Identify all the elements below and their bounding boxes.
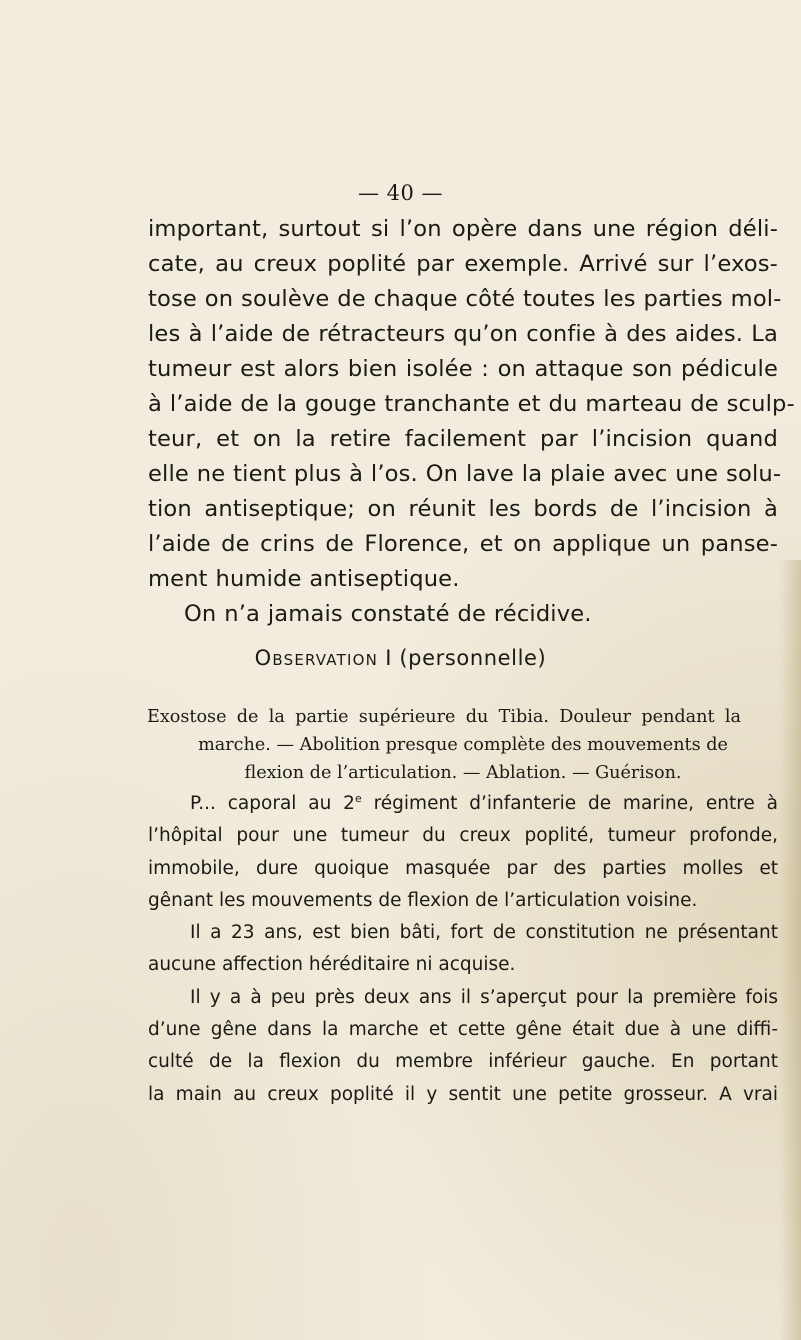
- case-line: immobile, dure quoique masquée par des parties molles et: [148, 857, 778, 879]
- closing-sentence: On n’a jamais constaté de récidive.: [184, 601, 592, 627]
- text-line: teur, et on la retire facilement par l’incision quand: [148, 426, 778, 452]
- observation-summary: [147, 703, 741, 787]
- summary-line: flexion de l’articulation. — Ablation. — Guérison.: [244, 763, 682, 783]
- case-line: l’hôpital pour une tumeur du creux poplité, tumeur profonde,: [148, 825, 778, 847]
- case-line: P... caporal au 2e régiment d’infanterie de marine, entre à: [190, 792, 778, 814]
- observation-label: Observation: [254, 646, 379, 670]
- summary-line: marche. — Abolition presque complète des mouvements de: [198, 735, 728, 755]
- case-line: culté de la flexion du membre inférieur gauche. En portant: [148, 1051, 778, 1073]
- case-line: aucune affection héréditaire ni acquise.: [148, 954, 516, 976]
- text-line: tion antiseptique; on réunit les bords de l’incision à: [148, 496, 778, 522]
- observation-number: I (personnelle): [378, 646, 547, 670]
- case-line: la main au creux poplité il y sentit une petite grosseur. A vrai: [148, 1083, 778, 1105]
- summary-line: Exostose de la partie supérieure du Tibia. Douleur pendant la: [147, 707, 741, 727]
- body-paragraph: [148, 212, 795, 632]
- case-line: d’une gêne dans la marche et cette gêne était due à une diffi-: [148, 1019, 778, 1041]
- case-line: gênant les mouvements de flexion de l’articulation voisine.: [148, 889, 698, 911]
- text-line: tose on soulève de chaque côté toutes les parties mol-: [148, 286, 782, 312]
- text-line: ment humide antiseptique.: [148, 566, 460, 592]
- page-number: — 40 —: [357, 181, 444, 205]
- text-line: les à l’aide de rétracteurs qu’on confie à des aides. La: [148, 321, 778, 347]
- text-line: important, surtout si l’on opère dans une région déli-: [148, 216, 778, 242]
- text-line: l’aide de crins de Florence, et on applique un panse-: [148, 531, 778, 557]
- text-line: cate, au creux poplité par exemple. Arrivé sur l’exos-: [148, 251, 778, 277]
- case-line: Il y a à peu près deux ans il s’aperçut pour la première fois: [190, 986, 778, 1008]
- page-edge-stain: [779, 560, 801, 1340]
- case-line: Il a 23 ans, est bien bâti, fort de constitution ne présentant: [190, 922, 778, 944]
- text-line: à l’aide de la gouge tranchante et du marteau de sculp-: [148, 391, 795, 417]
- observation-heading: [0, 646, 801, 670]
- text-line: elle ne tient plus à l’os. On lave la plaie avec une solu-: [148, 461, 782, 487]
- case-description: [148, 788, 778, 1111]
- text-line: tumeur est alors bien isolée : on attaque son pédicule: [148, 356, 778, 382]
